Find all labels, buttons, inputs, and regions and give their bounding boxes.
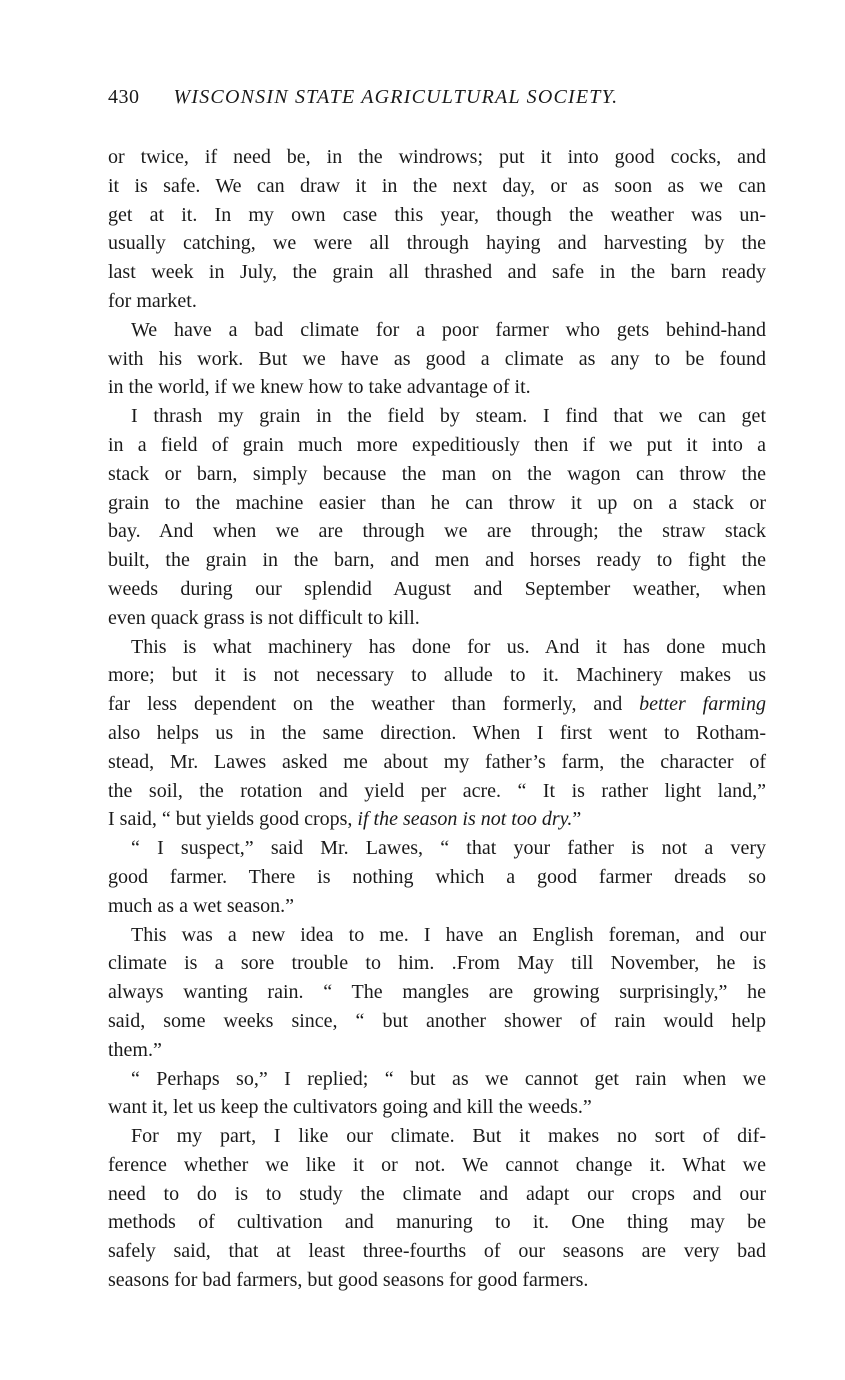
text-line: also helps us in the same direction. When I first went to Rotham- — [108, 721, 766, 744]
text-line: This is what machinery has done for us. And it has done much — [131, 635, 766, 658]
text-line: or twice, if need be, in the windrows; put it into good cocks, and — [108, 146, 766, 168]
text-line: good farmer. There is nothing which a good farmer dreads so — [108, 865, 766, 888]
paragraph-7 — [108, 1065, 766, 1123]
text-segment: I said, “ but yields good crops, — [108, 808, 358, 831]
text-line: more; but it is not necessary to allude to it. Machinery makes us — [108, 664, 766, 687]
text-line: in the world, if we knew how to take advantage of it. — [108, 376, 531, 399]
text-line: safely said, that at least three-fourths of our seasons are very bad — [108, 1240, 766, 1263]
paragraph-3 — [108, 402, 766, 632]
text-line: climate is a sore trouble to him. .From May till November, he is — [108, 952, 766, 975]
paragraph-4 — [108, 633, 766, 835]
text-line: it is safe. We can draw it in the next day, or as soon as we can — [108, 174, 766, 197]
text-line: “ I suspect,” said Mr. Lawes, “ that your father is not a very — [131, 837, 766, 860]
body-text — [108, 143, 766, 1295]
paragraph-6 — [108, 921, 766, 1065]
text-line: last week in July, the grain all thrashed and safe in the barn ready — [108, 261, 766, 284]
text-line: seasons for bad farmers, but good seasons for good farmers. — [108, 1269, 589, 1292]
text-line: even quack grass is not difficult to kill. — [108, 606, 420, 629]
italic-phrase: if the season is not too dry. — [357, 808, 573, 831]
running-title: WISCONSIN STATE AGRICULTURAL SOCIETY. — [173, 86, 619, 108]
text-line: For my part, I like our climate. But it makes no sort of dif- — [131, 1125, 766, 1148]
text-line: for market. — [108, 289, 197, 312]
text-line: want it, let us keep the cultivators going and kill the weeds.” — [108, 1096, 592, 1119]
text-line: them.” — [108, 1038, 162, 1061]
text-line: built, the grain in the barn, and men and horses ready to fight the — [108, 549, 766, 572]
text-line: We have a bad climate for a poor farmer who gets behind-hand — [131, 318, 766, 341]
text-line: bay. And when we are through we are through; the straw stack — [108, 520, 766, 543]
text-line: stead, Mr. Lawes asked me about my father’s farm, the character of — [108, 750, 766, 773]
text-line: in a field of grain much more expeditiously then if we put it into a — [108, 433, 766, 456]
text-line — [108, 690, 766, 719]
page-number: 430 — [108, 86, 140, 108]
text-segment: far less dependent on the weather than formerly, and — [108, 693, 640, 716]
text-line: methods of cultivation and manuring to it. One thing may be — [108, 1211, 766, 1234]
italic-phrase: better farming — [639, 693, 766, 716]
text-line: ference whether we like it or not. We cannot change it. What we — [108, 1153, 766, 1176]
paragraph-8 — [108, 1122, 766, 1295]
text-line: grain to the machine easier than he can throw it up on a stack or — [108, 491, 766, 514]
text-line: This was a new idea to me. I have an English foreman, and our — [131, 923, 766, 946]
page-header — [108, 86, 708, 109]
paragraph-5 — [108, 834, 766, 920]
paragraph-2 — [108, 316, 766, 402]
text-line: get at it. In my own case this year, though the weather was un- — [108, 203, 766, 226]
text-line: I thrash my grain in the field by steam. I find that we can get — [131, 405, 766, 428]
text-line: the soil, the rotation and yield per acre. “ It is rather light land,” — [108, 779, 766, 802]
text-line: stack or barn, simply because the man on the wagon can throw the — [108, 462, 766, 485]
text-line: with his work. But we have as good a climate as any to be found — [108, 347, 766, 370]
paragraph-1 — [108, 143, 766, 316]
text-line: need to do is to study the climate and adapt our crops and our — [108, 1182, 766, 1205]
text-line: said, some weeks since, “ but another shower of rain would help — [108, 1009, 766, 1032]
text-line: weeds during our splendid August and September weather, when — [108, 577, 766, 600]
text-segment: ” — [572, 808, 582, 831]
text-line — [108, 805, 766, 834]
text-line: “ Perhaps so,” I replied; “ but as we cannot get rain when we — [131, 1067, 766, 1090]
text-line: usually catching, we were all through haying and harvesting by the — [108, 232, 766, 255]
text-line: always wanting rain. “ The mangles are growing surprisingly,” he — [108, 981, 766, 1004]
text-line: much as a wet season.” — [108, 894, 295, 917]
